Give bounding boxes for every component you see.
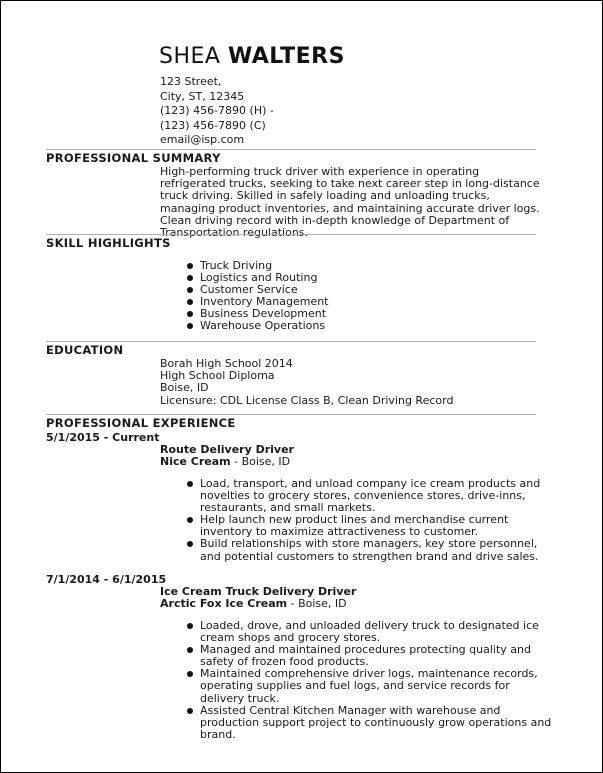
education-block [160, 358, 545, 407]
summary-heading: PROFESSIONAL SUMMARY [46, 151, 221, 165]
skill-item: Business Development [186, 308, 486, 320]
duty-item: Managed and maintained procedures protecting quality and safety of frozen food products. [186, 644, 556, 668]
skills-list [186, 260, 486, 333]
skill-item: Inventory Management [186, 296, 486, 308]
contact-block [160, 75, 274, 148]
contact-city: City, ST, 12345 [160, 89, 245, 103]
company-name: Arctic Fox Ice Cream [160, 597, 288, 610]
education-school: Borah High School 2014 [160, 357, 293, 370]
duty-item: Assisted Central Kitchen Manager with warehouse and production support project to continuously grow operations and brand. [186, 705, 556, 741]
duty-item: Maintained comprehensive driver logs, maintenance records, operating supplies and fuel logs, and service records for delivery truck. [186, 668, 556, 704]
job-duties [186, 620, 556, 741]
experience-heading: PROFESSIONAL EXPERIENCE [46, 416, 236, 430]
job-company [160, 597, 347, 610]
first-name: SHEA [159, 44, 221, 69]
contact-address: 123 Street, [160, 75, 222, 88]
section-divider [46, 341, 536, 342]
company-location: - Boise, ID [230, 455, 291, 468]
company-location: - Boise, ID [287, 597, 347, 610]
contact-cell-phone: (123) 456-7890 (C) [160, 118, 266, 132]
skill-item: Warehouse Operations [186, 320, 486, 332]
contact-home-phone: (123) 456-7890 (H) - [160, 104, 274, 117]
summary-text: High-performing truck driver with experience in operating refrigerated trucks, seeking to take next career step in long-distance truck driving. Skilled in safely loading and unloading trucks, managing product inventories, and maintaining accurate driver logs. Clean driving record with in-depth knowledge of Department of Transportation regulations. [160, 165, 540, 240]
candidate-name [159, 44, 345, 69]
job-duties [186, 478, 556, 563]
section-divider [46, 414, 536, 415]
section-divider [46, 234, 536, 235]
job-dates: 7/1/2014 - 6/1/2015 [46, 573, 167, 586]
skills-heading: SKILL HIGHLIGHTS [46, 236, 171, 250]
duty-item: Help launch new product lines and merchandise current inventory to maximize attractiveness to customer. [186, 514, 556, 538]
education-licensure: Licensure: CDL License Class B, Clean Driving Record [160, 393, 454, 407]
education-location: Boise, ID [160, 381, 209, 395]
skill-item: Logistics and Routing [186, 272, 486, 284]
job-title: Ice Cream Truck Delivery Driver [160, 585, 357, 598]
duty-item: Loaded, drove, and unloaded delivery truck to designated ice cream shops and grocery stores. [186, 620, 556, 644]
section-divider [46, 149, 536, 150]
company-name: Nice Cream [160, 455, 231, 468]
job-company [160, 455, 290, 468]
skill-item: Customer Service [186, 284, 486, 296]
last-name: WALTERS [227, 44, 345, 69]
skill-item: Truck Driving [186, 260, 486, 272]
duty-item: Load, transport, and unload company ice cream products and novelties to grocery stores, convenience stores, drive-inns, restaurants, and small markets. [186, 478, 556, 514]
contact-email[interactable]: email@isp.com [160, 133, 245, 146]
education-degree: High School Diploma [160, 369, 275, 383]
duty-item: Build relationships with store managers, key store personnel, and potential customers to strengthen brand and drive sales. [186, 538, 556, 562]
job-title: Route Delivery Driver [160, 443, 294, 456]
education-heading: EDUCATION [46, 343, 124, 357]
job-dates: 5/1/2015 - Current [46, 431, 160, 444]
